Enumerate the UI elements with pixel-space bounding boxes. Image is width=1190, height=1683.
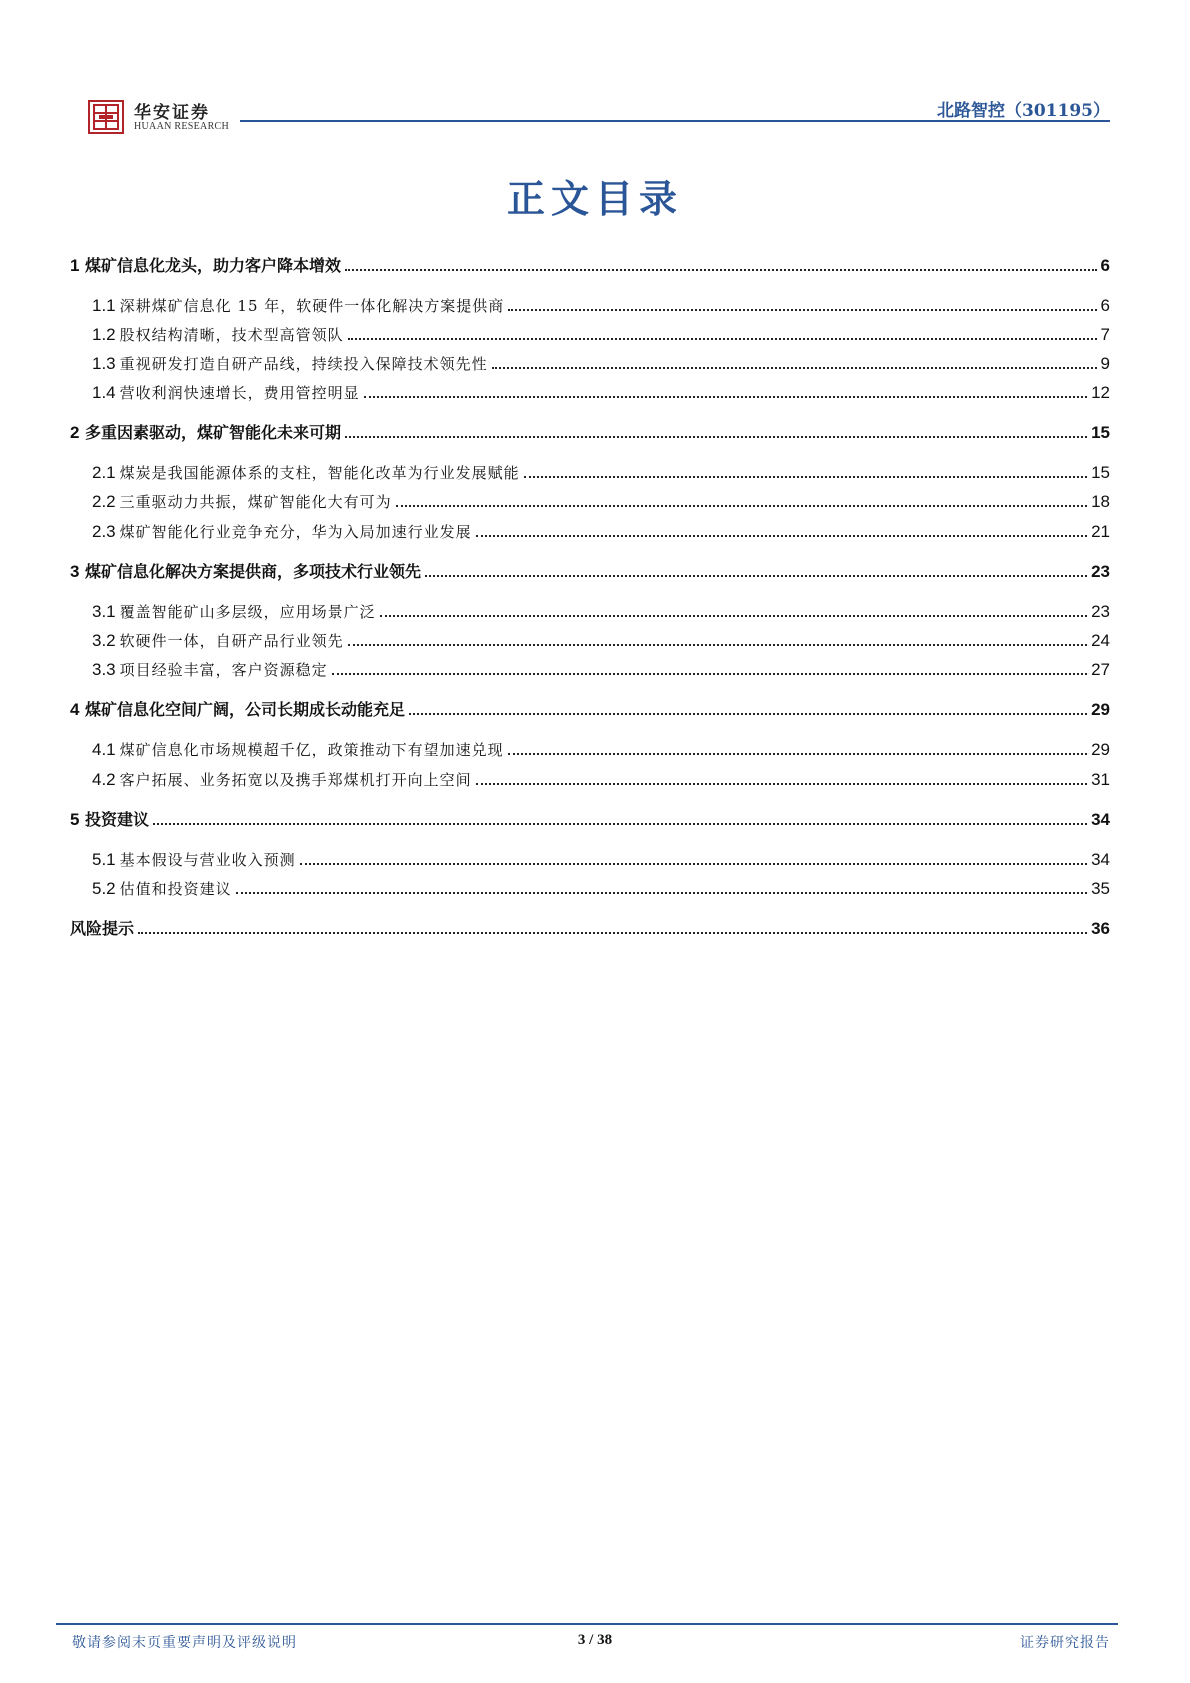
- toc-entry-page: 36: [1091, 919, 1110, 938]
- toc-entry[interactable]: [70, 656, 1110, 680]
- toc-entry-label: 煤矿智能化行业竞争充分，华为入局加速行业发展: [119, 523, 472, 541]
- toc-leader-dots: [300, 863, 1087, 865]
- toc-entry[interactable]: [70, 627, 1110, 651]
- toc-title: 正文目录: [506, 176, 683, 221]
- toc-leader-dots: [508, 753, 1087, 755]
- toc-entry-number: 3.2: [92, 631, 116, 650]
- toc-entry-label: 三重驱动力共振，煤矿智能化大有可为: [119, 493, 392, 511]
- toc-leader-dots: [332, 673, 1087, 675]
- toc-leader-dots: [396, 505, 1087, 507]
- toc-entry[interactable]: [70, 350, 1110, 374]
- toc-entry-label: 煤矿信息化解决方案提供商，多项技术行业领先: [85, 562, 422, 581]
- toc-entry[interactable]: [70, 598, 1110, 622]
- toc-entry-label: 项目经验丰富，客户资源稳定: [119, 661, 328, 679]
- toc-entry-page: 27: [1091, 660, 1110, 679]
- toc-entry[interactable]: [70, 252, 1110, 276]
- toc-entry-page: 31: [1091, 770, 1110, 789]
- toc-entry-label: 煤炭是我国能源体系的支柱，智能化改革为行业发展赋能: [119, 464, 520, 482]
- toc-leader-dots: [348, 338, 1097, 340]
- toc-entry-number: 1.3: [92, 354, 116, 373]
- toc-entry-page: 15: [1091, 463, 1110, 482]
- toc-entry[interactable]: [70, 379, 1110, 403]
- toc-entry[interactable]: [70, 696, 1110, 720]
- company-title: 北路智控（301195）: [937, 101, 1110, 121]
- toc-leader-dots: [409, 713, 1087, 715]
- toc-entry-number: 1: [70, 256, 80, 275]
- toc-entry-number: 1.1: [92, 296, 116, 315]
- toc-leader-dots: [348, 644, 1087, 646]
- toc-leader-dots: [345, 269, 1096, 271]
- toc-leader-dots: [138, 932, 1087, 934]
- logo-subtitle: HUAAN RESEARCH: [134, 121, 230, 132]
- logo-name: 华安证券: [134, 103, 210, 123]
- toc-entry-label: 重视研发打造自研产品线，持续投入保障技术领先性: [119, 355, 488, 373]
- toc-leader-dots: [492, 367, 1097, 369]
- toc-entry-number: 1.2: [92, 325, 116, 344]
- toc-entry[interactable]: [70, 846, 1110, 870]
- toc-entry-number: 5: [70, 810, 80, 829]
- toc-entry[interactable]: [70, 292, 1110, 316]
- toc-entry-page: 23: [1091, 602, 1110, 621]
- toc-entry[interactable]: [70, 558, 1110, 582]
- toc-entry-label: 营收利润快速增长，费用管控明显: [119, 384, 360, 402]
- toc-entry-number: 2.1: [92, 463, 116, 482]
- toc-entry-page: 21: [1091, 522, 1110, 541]
- toc-entry-page: 34: [1091, 850, 1110, 869]
- toc-entry[interactable]: [70, 915, 1110, 939]
- toc-entry-number: 2: [70, 423, 80, 442]
- toc-leader-dots: [508, 309, 1096, 311]
- toc-entry-label: 覆盖智能矿山多层级，应用场景广泛: [119, 603, 376, 621]
- toc-entry-page: 12: [1091, 383, 1110, 402]
- toc-entry-number: 4.1: [92, 740, 116, 759]
- toc-entry-number: 5.2: [92, 879, 116, 898]
- toc-entry-page: 18: [1091, 492, 1110, 511]
- toc-entry-label: 估值和投资建议: [119, 880, 232, 898]
- toc-leader-dots: [153, 823, 1087, 825]
- toc-leader-dots: [345, 436, 1087, 438]
- huaan-logo-icon: [88, 100, 124, 134]
- toc-entry-number: 3: [70, 562, 80, 581]
- toc-entry-page: 7: [1100, 325, 1110, 344]
- toc-entry-number: 3.1: [92, 602, 116, 621]
- toc-entry-page: 15: [1091, 423, 1110, 442]
- toc-leader-dots: [380, 615, 1087, 617]
- toc-entry-label: 客户拓展、业务拓宽以及携手郑煤机打开向上空间: [119, 771, 472, 789]
- toc-entry-page: 29: [1091, 700, 1110, 719]
- toc-entry-label: 软硬件一体，自研产品行业领先: [119, 632, 344, 650]
- toc-entry[interactable]: [70, 321, 1110, 345]
- toc-entry-page: 24: [1091, 631, 1110, 650]
- toc-entry[interactable]: [70, 459, 1110, 483]
- toc-entry-page: 23: [1091, 562, 1110, 581]
- toc-leader-dots: [476, 535, 1087, 537]
- toc-entry[interactable]: [70, 488, 1110, 512]
- toc-entry[interactable]: [70, 875, 1110, 899]
- toc-entry-number: 4: [70, 700, 80, 719]
- toc-entry[interactable]: [70, 518, 1110, 542]
- toc-entry-number: 2.3: [92, 522, 116, 541]
- toc-entry-page: 34: [1091, 810, 1110, 829]
- toc-entry-label: 煤矿信息化龙头，助力客户降本增效: [85, 256, 342, 275]
- toc-leader-dots: [364, 396, 1087, 398]
- toc-entry[interactable]: [70, 806, 1110, 830]
- toc-entry-page: 6: [1100, 256, 1110, 275]
- toc-entry-number: 3.3: [92, 660, 116, 679]
- toc-entry-page: 35: [1091, 879, 1110, 898]
- toc-entry-page: 9: [1100, 354, 1110, 373]
- toc-entry-label: 煤矿信息化空间广阔，公司长期成长动能充足: [85, 700, 406, 719]
- toc-entry-number: 5.1: [92, 850, 116, 869]
- page-header: [88, 88, 1110, 148]
- toc-entry-page: 6: [1100, 296, 1110, 315]
- toc-entry-label: 基本假设与营业收入预测: [119, 851, 296, 869]
- toc-entry-label: 多重因素驱动，煤矿智能化未来可期: [85, 423, 342, 442]
- toc-entry-number: 4.2: [92, 770, 116, 789]
- toc-entry-label: 煤矿信息化市场规模超千亿，政策推动下有望加速兑现: [119, 741, 504, 759]
- toc-entry[interactable]: [70, 419, 1110, 443]
- toc-leader-dots: [236, 892, 1087, 894]
- toc-entry-label: 股权结构清晰，技术型高管领队: [119, 326, 344, 344]
- footer-report-type: 证券研究报告: [1020, 1635, 1110, 1651]
- toc-entry[interactable]: [70, 766, 1110, 790]
- toc-leader-dots: [425, 575, 1087, 577]
- toc-entry-number: 1.4: [92, 383, 116, 402]
- toc-leader-dots: [476, 783, 1087, 785]
- toc-entry[interactable]: [70, 736, 1110, 760]
- toc-entry-label: 风险提示: [70, 919, 135, 938]
- toc-entry-number: 2.2: [92, 492, 116, 511]
- toc-leader-dots: [524, 476, 1087, 478]
- footer-divider: [56, 1623, 1118, 1625]
- toc-entry-page: 29: [1091, 740, 1110, 759]
- page-number: 3 / 38: [577, 1632, 613, 1648]
- toc-entry-label: 投资建议: [85, 810, 150, 829]
- toc-entry-label: 深耕煤矿信息化 15 年，软硬件一体化解决方案提供商: [119, 297, 505, 315]
- footer-disclaimer: 敬请参阅末页重要声明及评级说明: [72, 1635, 297, 1651]
